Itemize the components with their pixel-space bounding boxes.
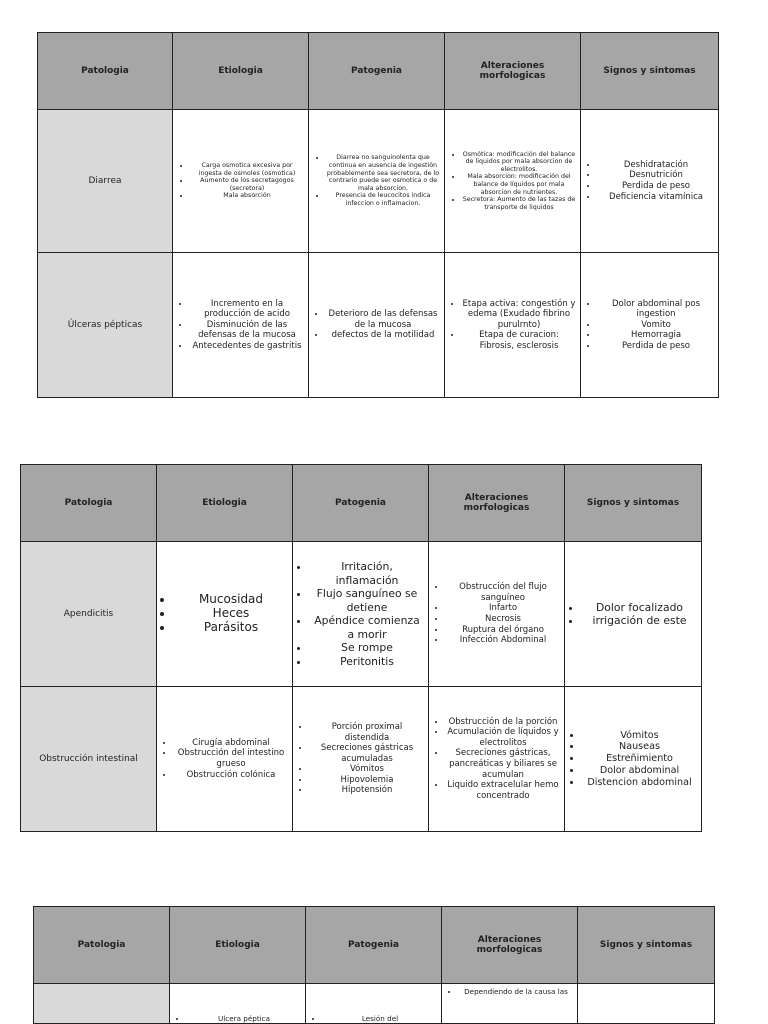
- pathology-name: [34, 984, 170, 1024]
- alteraciones-list: [449, 151, 576, 212]
- header-signos: Signos y sintomas: [578, 907, 715, 984]
- list-item: • Incremento en la producción de acido: [190, 299, 304, 320]
- header-patogenia: Patogenia: [309, 33, 445, 110]
- list-item: • Cirugía abdominal: [174, 738, 288, 749]
- list-item: • Liquido extracelular hemo concentrado: [446, 780, 560, 801]
- list-item: • Vomito: [598, 320, 714, 331]
- list-item: • Se rompe: [310, 641, 424, 655]
- list-item: • Hipotensión: [310, 785, 424, 796]
- list-item: • Deshidratación: [598, 160, 714, 171]
- patogenia-cell: [306, 984, 442, 1024]
- list-item: • Etapa activa: congestión y edema (Exudado fibrino purulrnto): [462, 299, 576, 331]
- alteraciones-list: [449, 299, 576, 352]
- list-item: • Ulcera péptica: [187, 1014, 301, 1023]
- patogenia-cell: [293, 687, 429, 832]
- list-item: • Carga osmotica excesiva por ingesta de osmoles (osmotica): [190, 162, 304, 177]
- list-item: • Nauseas: [582, 741, 697, 753]
- etiologia-cell: [170, 984, 306, 1024]
- list-item: • Secreciones gástricas, pancreáticas y biliares se acumulan: [446, 748, 560, 780]
- list-item: • Aumento de los secretagogos (secretora): [190, 177, 304, 192]
- patogenia-list: [313, 154, 440, 207]
- etiologia-list: [174, 1014, 301, 1023]
- list-item: • Estreñimiento: [582, 753, 697, 765]
- list-item: • Distencion abdominal: [582, 777, 697, 789]
- etiologia-list: [161, 593, 288, 634]
- header-etiologia: Etiologia: [157, 465, 293, 542]
- etiologia-cell: [173, 253, 309, 398]
- etiologia-list: [161, 738, 288, 780]
- table-header-row: [21, 465, 702, 542]
- table-row: [38, 110, 719, 253]
- list-item: • Heces: [174, 607, 288, 621]
- list-item: • Deficiencia vitamínica: [598, 192, 714, 203]
- list-item: • Obstrucción del flujo sanguíneo: [446, 582, 560, 603]
- signos-list: [569, 730, 697, 789]
- header-alteraciones: Alteraciones morfologicas: [442, 907, 578, 984]
- table-row: [21, 542, 702, 687]
- alteraciones-list: [433, 582, 560, 646]
- header-patologia: Patologia: [38, 33, 173, 110]
- signos-cell: [578, 984, 715, 1024]
- list-item: • Vómitos: [582, 730, 697, 742]
- list-item: • Acumulación de líquidos y electrolitos: [446, 727, 560, 748]
- etiologia-list: [177, 299, 304, 352]
- signos-cell: [581, 110, 719, 253]
- etiologia-list: [177, 162, 304, 200]
- list-item: • Etapa de curacion: Fibrosis, esclerosis: [462, 330, 576, 351]
- list-item: • irrigación de este: [582, 614, 697, 628]
- patogenia-cell: [293, 542, 429, 687]
- patogenia-list: [297, 722, 424, 796]
- signos-cell: [565, 687, 702, 832]
- list-item: • Necrosis: [446, 614, 560, 625]
- patogenia-list: [313, 309, 440, 341]
- table-row: [34, 984, 715, 1024]
- table-row: [38, 253, 719, 398]
- list-item: • defectos de la motilidad: [326, 330, 440, 341]
- list-item: • Dolor abdominal pos ingestion: [598, 299, 714, 320]
- alteraciones-cell: [445, 110, 581, 253]
- header-etiologia: Etiologia: [170, 907, 306, 984]
- list-item: • Mucosidad: [174, 593, 288, 607]
- header-patologia: Patologia: [34, 907, 170, 984]
- list-item: • Hemorragia: [598, 330, 714, 341]
- list-item: • Secreciones gástricas acumuladas: [310, 743, 424, 764]
- list-item: • Dolor abdominal: [582, 765, 697, 777]
- list-item: • Mala absorción: [190, 192, 304, 200]
- pathology-name: Obstrucción intestinal: [21, 687, 157, 832]
- alteraciones-cell: [429, 687, 565, 832]
- signos-cell: [581, 253, 719, 398]
- header-patogenia: Patogenia: [293, 465, 429, 542]
- etiologia-cell: [157, 687, 293, 832]
- list-item: • Obstrucción de la porción: [446, 717, 560, 728]
- list-item: • Perdida de peso: [598, 181, 714, 192]
- list-item: • Disminución de las defensas de la mucosa: [190, 320, 304, 341]
- list-item: • Porción proximal distendida: [310, 722, 424, 743]
- list-item: • Desnutrición: [598, 170, 714, 181]
- list-item: • Presencia de leucocitos indica infeccion o inflamacion.: [326, 192, 440, 207]
- list-item: • Obstrucción del intestino grueso: [174, 748, 288, 769]
- pathology-name: Diarrea: [38, 110, 173, 253]
- signos-cell: [565, 542, 702, 687]
- list-item: • Vómitos: [310, 764, 424, 775]
- list-item: • Infarto: [446, 603, 560, 614]
- list-item: • Dependiendo de la causa las: [459, 987, 573, 996]
- list-item: • Diarrea no sanguinolenta que continua en ausencia de ingestión probablemente sea secretora, de lo contrario puede ser osmotica o de mala absorcion.: [326, 154, 440, 192]
- table-header-row: [38, 33, 719, 110]
- etiologia-cell: [173, 110, 309, 253]
- patogenia-cell: [309, 110, 445, 253]
- patogenia-list: [310, 1014, 437, 1023]
- signos-list: [585, 160, 714, 202]
- list-item: • Parásitos: [174, 621, 288, 635]
- list-item: • Lesión del: [323, 1014, 437, 1023]
- patogenia-list: [297, 560, 424, 668]
- list-item: • Apéndice comienza a morir: [310, 614, 424, 641]
- header-patogenia: Patogenia: [306, 907, 442, 984]
- pathology-table-1: [37, 32, 719, 398]
- list-item: • Ruptura del órgano: [446, 625, 560, 636]
- list-item: • Mala absorcion: modificación del balance de líquidos por mala absorcion de nutrientes.: [462, 173, 576, 196]
- header-signos: Signos y sintomas: [565, 465, 702, 542]
- header-alteraciones: Alteraciones morfologicas: [445, 33, 581, 110]
- pathology-table-2: [20, 464, 702, 832]
- list-item: • Antecedentes de gastritis: [190, 341, 304, 352]
- table-header-row: [34, 907, 715, 984]
- pathology-name: Apendicitis: [21, 542, 157, 687]
- alteraciones-cell: [442, 984, 578, 1024]
- list-item: • Perdida de peso: [598, 341, 714, 352]
- header-patologia: Patologia: [21, 465, 157, 542]
- etiologia-cell: [157, 542, 293, 687]
- list-item: • Peritonitis: [310, 655, 424, 669]
- list-item: • Deterioro de las defensas de la mucosa: [326, 309, 440, 330]
- signos-list: [585, 299, 714, 352]
- table-row: [21, 687, 702, 832]
- list-item: • Osmótica: modificación del balance de liquidos por mala absorcion de electrolitos.: [462, 151, 576, 174]
- header-alteraciones: Alteraciones morfologicas: [429, 465, 565, 542]
- alteraciones-cell: [445, 253, 581, 398]
- list-item: • Dolor focalizado: [582, 601, 697, 615]
- alteraciones-cell: [429, 542, 565, 687]
- header-signos: Signos y sintomas: [581, 33, 719, 110]
- alteraciones-list: [446, 987, 573, 996]
- list-item: • Irritación, inflamación: [310, 560, 424, 587]
- patogenia-cell: [309, 253, 445, 398]
- list-item: • Infección Abdominal: [446, 635, 560, 646]
- list-item: • Secretora: Aumento de las tazas de transporte de liquidos: [462, 196, 576, 211]
- alteraciones-list: [433, 717, 560, 802]
- pathology-table-3: [33, 906, 715, 1024]
- pathology-name: Úlceras pépticas: [38, 253, 173, 398]
- list-item: • Obstrucción colónica: [174, 770, 288, 781]
- list-item: • Hipovolemia: [310, 775, 424, 786]
- signos-list: [569, 601, 697, 628]
- list-item: • Flujo sanguíneo se detiene: [310, 587, 424, 614]
- header-etiologia: Etiologia: [173, 33, 309, 110]
